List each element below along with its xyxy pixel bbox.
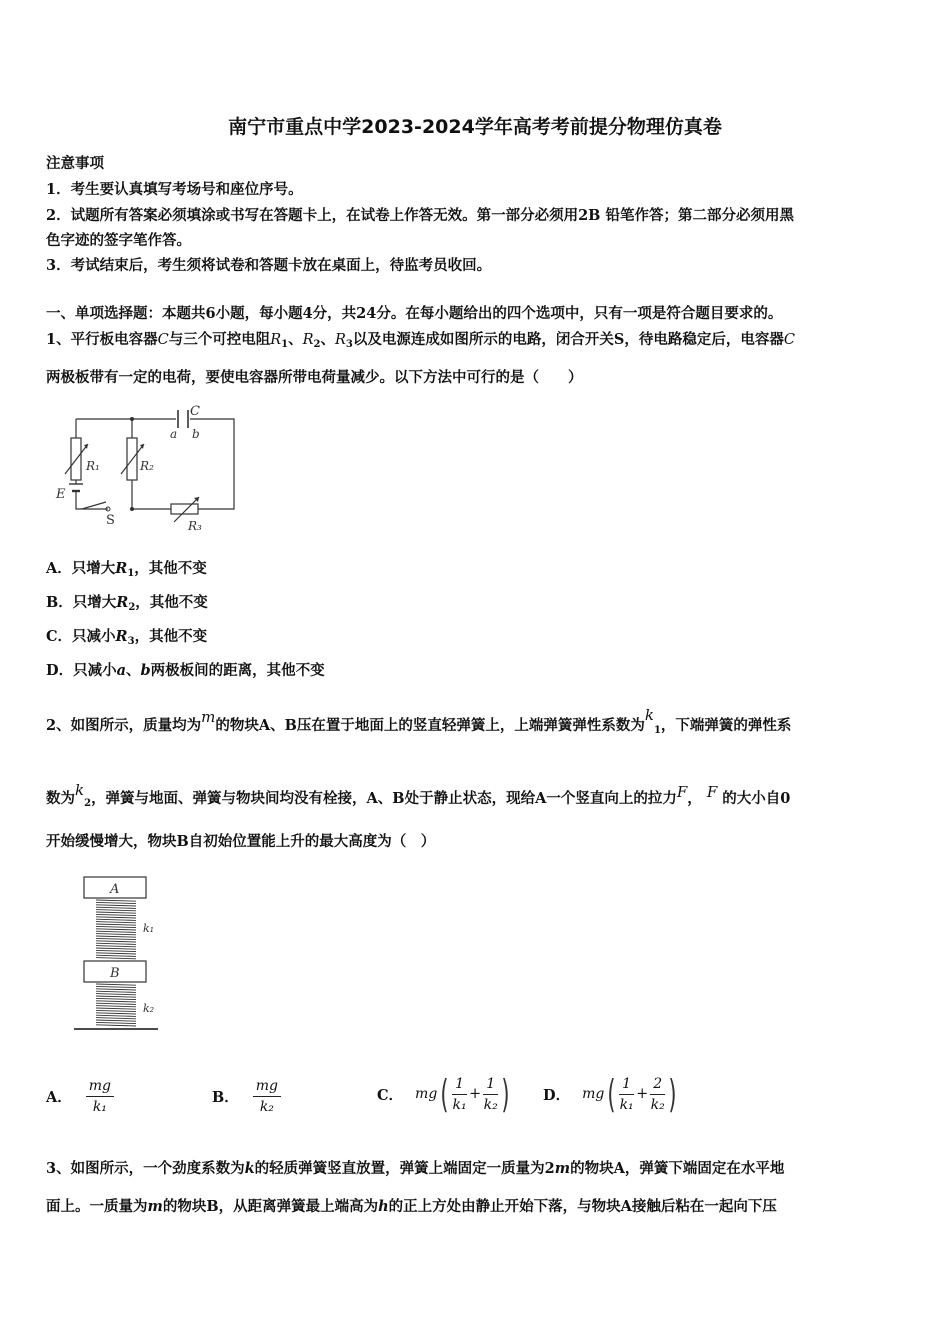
q2-spring-diagram — [70, 872, 170, 1037]
spring-coil — [96, 991, 136, 992]
spring-coil — [96, 919, 136, 920]
label-b: b — [192, 427, 200, 441]
q2-stem-line1: 2、如图所示，质量均为m的物块A、B压在置于地面上的竖直轻弹簧上，上端弹簧弹性系数为$k_1$，下端弹簧的弹性系 — [46, 706, 792, 736]
notice-heading: 注意事项 — [46, 155, 104, 172]
spring-coil — [96, 994, 136, 995]
spring-coil — [96, 938, 136, 939]
spring-coil — [96, 902, 136, 903]
spring-coil — [96, 1018, 136, 1019]
notice-item-1: 1．考生要认真填写考场号和座位序号。 — [46, 181, 303, 198]
q2-option-b: B． $\frac{mg}{\text{k₂}}$ — [212, 1078, 281, 1115]
spring-coil — [96, 941, 136, 942]
block-B-label: B — [110, 966, 120, 981]
spring-coil — [96, 984, 136, 985]
q1-option-c: C．只减小$R_3$，其他不变 — [46, 628, 208, 647]
label-E: E — [56, 487, 66, 502]
q1-option-a: A．只增大$R_1$，其他不变 — [46, 560, 207, 579]
spring-k2-label: k₂ — [143, 1002, 155, 1015]
spring-coil — [96, 905, 136, 906]
spring-coil — [96, 912, 136, 913]
q3-stem-line2: 面上。一质量为m的物块B，从距离弹簧最上端高为h的正上方处由静止开始下落，与物块A接触后粘在一起向下压 — [46, 1198, 777, 1215]
spring-coil — [96, 1006, 136, 1007]
spring-k1-label: k₁ — [143, 922, 155, 935]
spring-coil — [96, 950, 136, 951]
spring-coil — [96, 1015, 136, 1016]
q2-option-d: D． mg ( $\frac{1}{\text{k₁}}$ + $\frac{2}{\text{k₂}}$ ) — [543, 1072, 677, 1116]
q1-option-d: D．只减小a、b两极板间的距离，其他不变 — [46, 662, 325, 679]
spring-coil — [96, 926, 136, 927]
notice-item-2-cont: 色字迹的签字笔作答。 — [46, 232, 191, 249]
spring-coil — [96, 1013, 136, 1014]
notice-item-3: 3．考试结束后，考生须将试卷和答题卡放在桌面上，待监考员收回。 — [46, 257, 492, 274]
spring-coil — [96, 1001, 136, 1002]
spring-coil — [96, 955, 136, 956]
label-C: C — [190, 404, 200, 419]
spring-coil — [96, 922, 136, 923]
spring-coil — [96, 936, 136, 937]
spring-coil — [96, 934, 136, 935]
block-A-label: A — [110, 882, 120, 897]
spring-coil — [96, 900, 136, 901]
q1-circuit-diagram — [48, 398, 248, 538]
spring-coil — [96, 914, 136, 915]
section-heading: 一、单项选择题：本题共6小题，每小题4分，共24分。在每小题给出的四个选项中，只有一项是符合题目要求的。 — [46, 305, 783, 322]
spring-coil — [96, 996, 136, 997]
q1-option-b: B．只增大$R_2$，其他不变 — [46, 594, 208, 613]
spring-coil — [96, 958, 136, 959]
spring-coil — [96, 1003, 136, 1004]
spring-coil — [96, 948, 136, 949]
spring-coil — [96, 989, 136, 990]
label-S: S — [106, 513, 115, 528]
spring-coil — [96, 986, 136, 987]
spring-coil — [96, 929, 136, 930]
spring-coil — [96, 1010, 136, 1011]
notice-item-2: 2．试题所有答案必须填涂或书写在答题卡上，在试卷上作答无效。第一部分必须用2B 铅笔作答；第二部分必须用黑 — [46, 207, 794, 224]
label-R3: R₃ — [188, 519, 202, 533]
q3-stem-line1: 3、如图所示，一个劲度系数为k的轻质弹簧竖直放置，弹簧上端固定一质量为2m的物块A，弹簧下端固定在水平地 — [46, 1160, 785, 1177]
spring-coil — [96, 953, 136, 954]
spring-coil — [96, 1008, 136, 1009]
label-R1: R₁ — [86, 459, 100, 473]
spring-coil — [96, 910, 136, 911]
q1-stem-line1: 1、平行板电容器C与三个可控电阻$R_1$、$R_2$、$R_3$以及电源连成如图所示的电路，闭合开关S，待电路稳定后，电容器C — [46, 331, 795, 350]
spring-coil — [96, 917, 136, 918]
spring-coil — [96, 931, 136, 932]
label-a: a — [170, 427, 178, 441]
page-title: 南宁市重点中学2023-2024学年高考考前提分物理仿真卷 — [228, 116, 722, 138]
spring-coil — [96, 998, 136, 999]
spring-coil — [96, 924, 136, 925]
spring-coil — [96, 1025, 136, 1026]
spring-coil — [96, 907, 136, 908]
spring-coil — [96, 1020, 136, 1021]
q2-option-c: C． mg ( $\frac{1}{\text{k₁}}$ + $\frac{1}{\text{k₂}}$ ) — [377, 1072, 510, 1116]
q1-stem-line2: 两极板带有一定的电荷，要使电容器所带电荷量减少。以下方法中可行的是（ ） — [46, 369, 583, 386]
spring-coil — [96, 946, 136, 947]
q2-stem-line3: 开始缓慢增大，物块B自初始位置能上升的最大高度为（ ） — [46, 833, 436, 850]
q2-option-a: A． $\frac{mg}{\text{k₁}}$ — [46, 1078, 114, 1115]
spring-coil — [96, 943, 136, 944]
spring-coil — [96, 1022, 136, 1023]
q2-stem-line2: 数为$k_2$，弹簧与地面、弹簧与物块间均没有栓接，A、B处于静止状态，现给A一个竖直向上的拉力F， F 的大小自0 — [46, 781, 791, 809]
label-R2: R₂ — [140, 459, 154, 473]
